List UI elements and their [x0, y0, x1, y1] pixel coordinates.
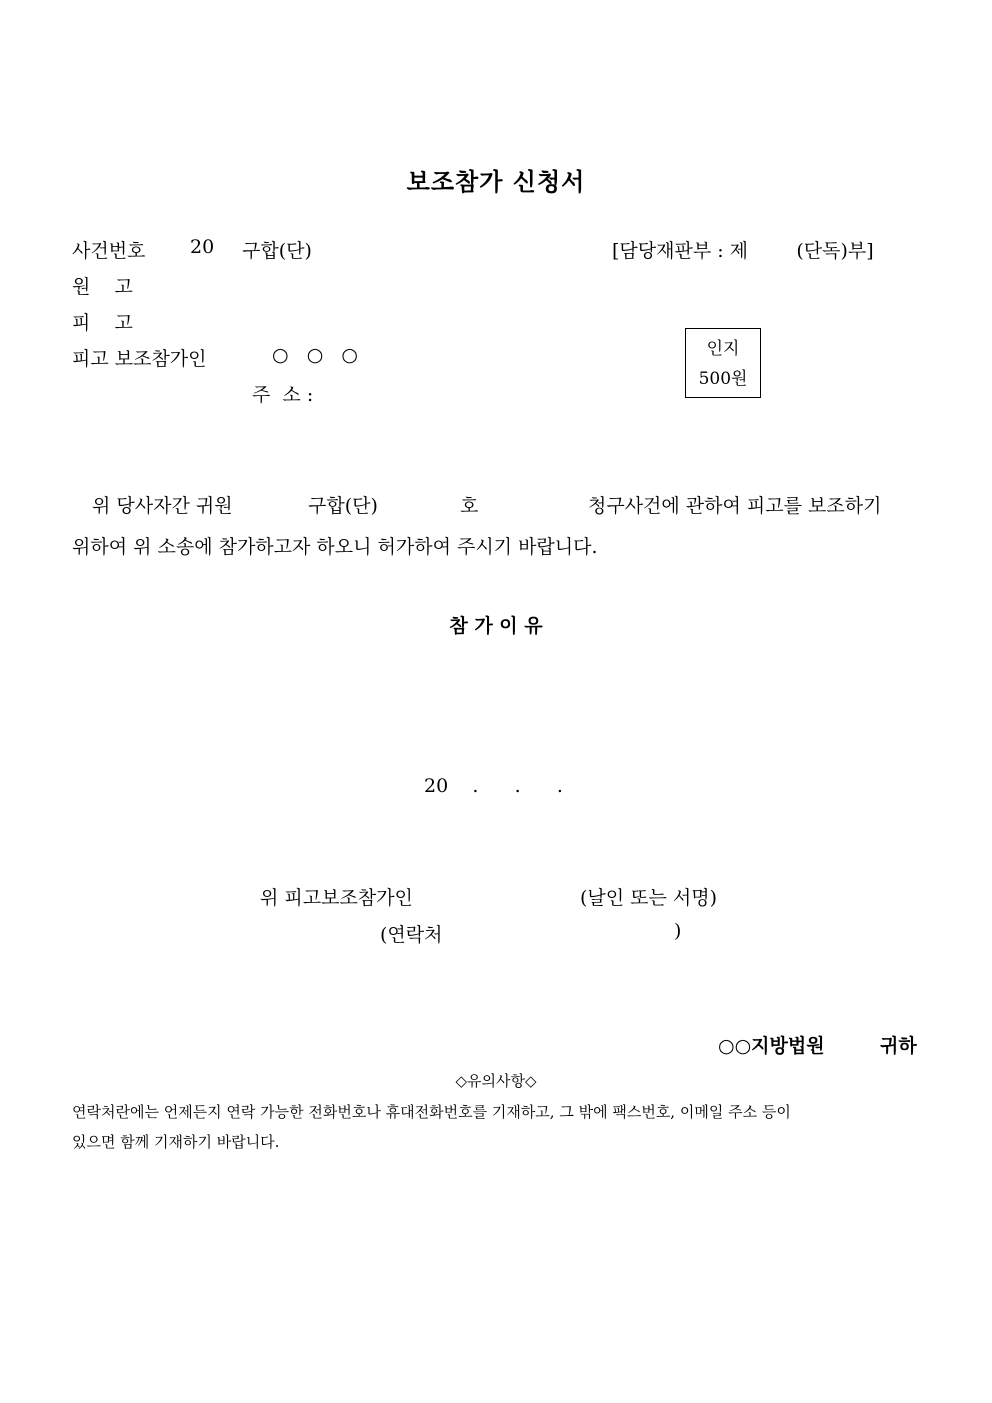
court-name: ○○지방법원 [718, 1035, 825, 1057]
contact-open: (연락처 [380, 924, 443, 946]
address-label: 주 소 : [252, 384, 314, 406]
body-line1-ho: 호 [460, 495, 479, 517]
body-line2: 위하여 위 소송에 참가하고자 하오니 허가하여 주시기 바랍니다. [72, 536, 598, 558]
document-title: 보조참가 신청서 [406, 167, 586, 196]
case-number-label: 사건번호 [72, 240, 146, 262]
signature-label: 위 피고보조참가인 [260, 887, 413, 909]
division-label: [담당재판부 : 제 (단독)부] [612, 240, 874, 262]
stamp-label: 인지 [706, 339, 740, 359]
case-year: 20 [190, 236, 215, 258]
revenue-stamp-box [685, 328, 761, 398]
seal-or-signature-label: (날인 또는 서명) [580, 887, 718, 909]
intervener-label: 피고 보조참가인 [72, 348, 207, 370]
contact-close: ) [674, 920, 682, 942]
body-line1-rest: 청구사건에 관하여 피고를 보조하기 [588, 495, 882, 517]
intervener-name: ○ ○ ○ [272, 344, 358, 366]
body-line1-intro: 위 당사자간 귀원 [92, 495, 233, 517]
date-line: 20 . . . [424, 775, 563, 797]
notice-heading: ◇유의사항◇ [455, 1072, 537, 1090]
court-honorific: 귀하 [880, 1035, 917, 1057]
defendant-label: 피 고 [72, 312, 133, 334]
body-line1-type: 구합(단) [308, 495, 378, 517]
notice-line1: 연락처란에는 언제든지 연락 가능한 전화번호나 휴대전화번호를 기재하고, 그 밖에 팩스번호, 이메일 주소 등이 [72, 1103, 791, 1121]
plaintiff-label: 원 고 [72, 276, 133, 298]
case-type: 구합(단) [242, 240, 312, 262]
stamp-amount: 500원 [698, 369, 748, 389]
notice-line2: 있으면 함께 기재하기 바랍니다. [72, 1133, 280, 1151]
reason-heading: 참 가 이 유 [449, 615, 543, 637]
